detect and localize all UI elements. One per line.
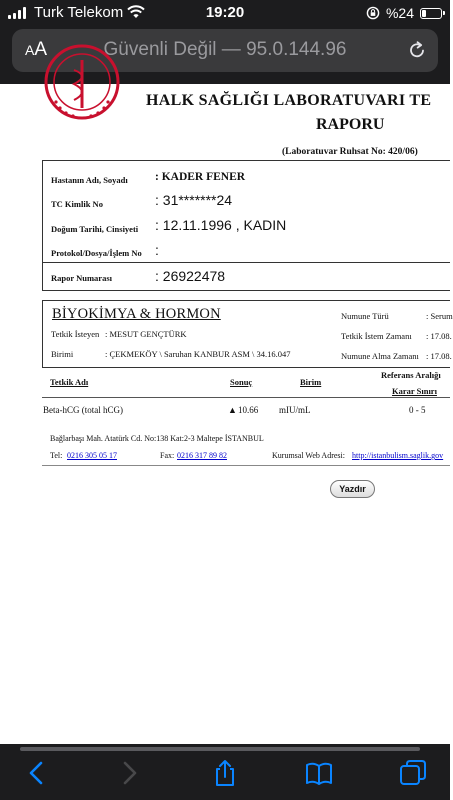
request-time-value: : 17.08. (426, 331, 452, 341)
print-button[interactable]: Yazdır (330, 480, 375, 498)
results-header-divider (42, 397, 450, 398)
result-test-name: Beta-hCG (total hCG) (43, 405, 123, 415)
share-icon (210, 758, 240, 788)
birth-gender-label: Doğum Tarihi, Cinsiyeti (51, 224, 139, 234)
requester-value: : MESUT GENÇTÜRK (105, 329, 187, 339)
browser-bottom-toolbar (0, 744, 450, 800)
requester-label: Tetkik İsteyen (51, 329, 100, 339)
request-time-label: Tetkik İstem Zamanı (341, 331, 412, 341)
result-reference: 0 - 5 (409, 405, 426, 415)
share-button[interactable] (210, 758, 240, 788)
website-label: Kurumsal Web Adresi: (272, 451, 345, 460)
reload-icon[interactable] (407, 40, 427, 60)
phone-link[interactable]: 0216 305 05 17 (67, 451, 117, 460)
footer-divider (42, 465, 450, 466)
web-page-content (0, 84, 453, 744)
report-number-value: : 26922478 (155, 268, 226, 284)
forward-button[interactable] (114, 758, 144, 788)
result-unit: mIU/mL (279, 405, 311, 415)
clock-time: 19:20 (205, 4, 245, 21)
lab-address: Bağlarbaşı Mah. Atatürk Cd. No:138 Kat:2-3 Maltepe İSTANBUL (50, 434, 264, 443)
book-icon (304, 758, 334, 788)
report-number-box (42, 262, 450, 291)
sample-time-value: : 17.08. (426, 351, 452, 361)
tabs-icon (398, 758, 428, 788)
protocol-label: Protokol/Dosya/İşlem No (51, 248, 142, 258)
tc-number-value: : 31*******24 (155, 192, 233, 208)
test-name-header: Tetkik Adı (50, 377, 89, 387)
battery-group (366, 4, 442, 22)
chevron-right-icon (114, 758, 144, 788)
sample-time-label: Numune Alma Zamanı (341, 351, 419, 361)
protocol-value: : (155, 242, 159, 258)
unit-label: Birimi (51, 349, 74, 359)
report-number-label: Rapor Numarası (51, 273, 112, 283)
rotation-lock-icon (366, 6, 380, 20)
sample-type-label: Numune Türü (341, 311, 389, 321)
website-link[interactable]: http://istanbulism.saglik.gov (352, 451, 444, 460)
reader-text-size-button[interactable]: AA (25, 39, 48, 60)
back-button[interactable] (22, 758, 52, 788)
battery-icon (420, 8, 442, 19)
tabs-button[interactable] (398, 758, 428, 788)
unit-header: Birim (300, 377, 322, 387)
license-number: (Laboratuvar Ruhsat No: 420/06) (282, 147, 418, 157)
high-flag-icon: ▲ (228, 405, 237, 415)
patient-name-label: Hastanın Adı, Soyadı (51, 175, 128, 185)
url-text: Güvenli Değil — 95.0.144.96 (103, 39, 347, 60)
section-info-box (42, 300, 453, 368)
ministry-health-logo (44, 44, 120, 120)
patient-name-value: : KADER FENER (155, 171, 246, 183)
result-header: Sonuç (230, 377, 253, 387)
bookmarks-button[interactable] (304, 758, 334, 788)
birth-gender-value: : 12.11.1996 , KADIN (155, 217, 287, 233)
sample-type-value: : Serum (426, 311, 453, 321)
phone-label: Tel: (50, 451, 63, 460)
reference-range-header: Referans Aralığı (381, 370, 441, 380)
result-value: 10.66 (238, 405, 259, 415)
fax-label: Fax: (160, 451, 175, 460)
carrier-name: Turk Telekom (34, 4, 124, 21)
unit-value: : ÇEKMEKÖY \ Saruhan KANBUR ASM \ 34.16.047 (105, 349, 291, 359)
battery-percentage: %24 (385, 5, 414, 21)
decision-limit-header: Karar Sınırı (392, 386, 437, 396)
fax-link[interactable]: 0216 317 89 82 (177, 451, 227, 460)
tc-number-label: TC Kimlik No (51, 199, 103, 209)
report-title-line1: HALK SAĞLIĞI LABORATUVARI TE (146, 92, 432, 109)
horizontal-scrollbar[interactable] (20, 747, 420, 751)
chevron-left-icon (22, 758, 52, 788)
status-bar (0, 0, 450, 26)
section-title: BİYOKİMYA & HORMON (52, 306, 221, 322)
report-title-line2: RAPORU (316, 116, 385, 133)
battery-level-fill (422, 10, 426, 17)
